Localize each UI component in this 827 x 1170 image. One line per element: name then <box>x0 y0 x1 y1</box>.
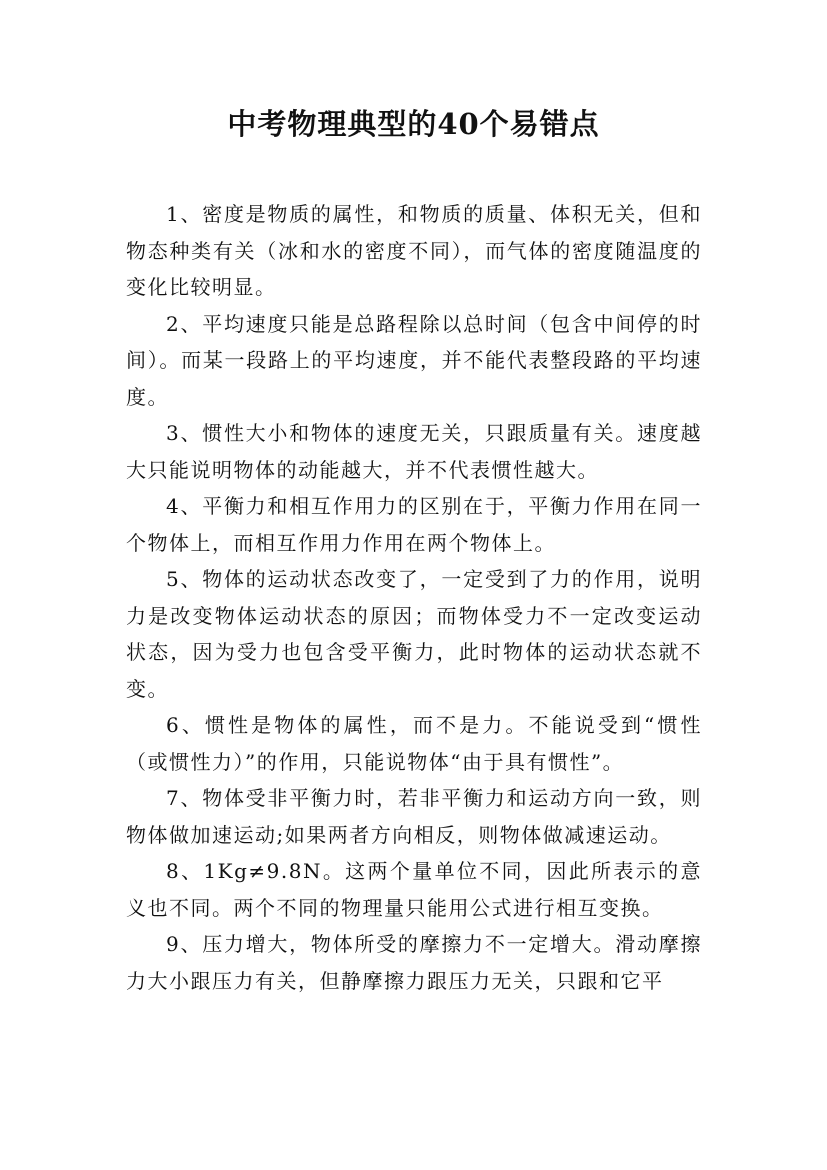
paragraph-6: 6、惯性是物体的属性，而不是力。不能说受到“惯性（或惯性力）”的作用，只能说物体“由于具有惯性”。 <box>126 713 702 774</box>
paragraph-9: 9、压力增大，物体所受的摩擦力不一定增大。滑动摩擦力大小跟压力有关，但静摩擦力跟压力无关，只跟和它平 <box>126 932 702 993</box>
document-body <box>126 196 702 999</box>
document-title: 中考物理典型的40个易错点 <box>227 107 600 141</box>
paragraph-7: 7、物体受非平衡力时，若非平衡力和运动方向一致，则物体做加速运动;如果两者方向相反，则物体做减速运动。 <box>126 786 702 847</box>
paragraph-8: 8、1Kg≠9.8N。这两个量单位不同，因此所表示的意义也不同。两个不同的物理量只能用公式进行相互变换。 <box>126 859 702 920</box>
paragraph-1: 1、密度是物质的属性，和物质的质量、体积无关，但和物态种类有关（冰和水的密度不同），而气体的密度随温度的变化比较明显。 <box>126 202 702 299</box>
paragraph-5: 5、物体的运动状态改变了，一定受到了力的作用，说明力是改变物体运动状态的原因；而物体受力不一定改变运动状态，因为受力也包含受平衡力，此时物体的运动状态就不变。 <box>126 567 702 701</box>
paragraph-3: 3、惯性大小和物体的速度无关，只跟质量有关。速度越大只能说明物体的动能越大，并不代表惯性越大。 <box>126 421 702 482</box>
paragraph-2: 2、平均速度只能是总路程除以总时间（包含中间停的时间）。而某一段路上的平均速度，并不能代表整段路的平均速度。 <box>126 311 702 409</box>
paragraph-4: 4、平衡力和相互作用力的区别在于，平衡力作用在同一个物体上，而相互作用力作用在两个物体上。 <box>126 494 702 555</box>
